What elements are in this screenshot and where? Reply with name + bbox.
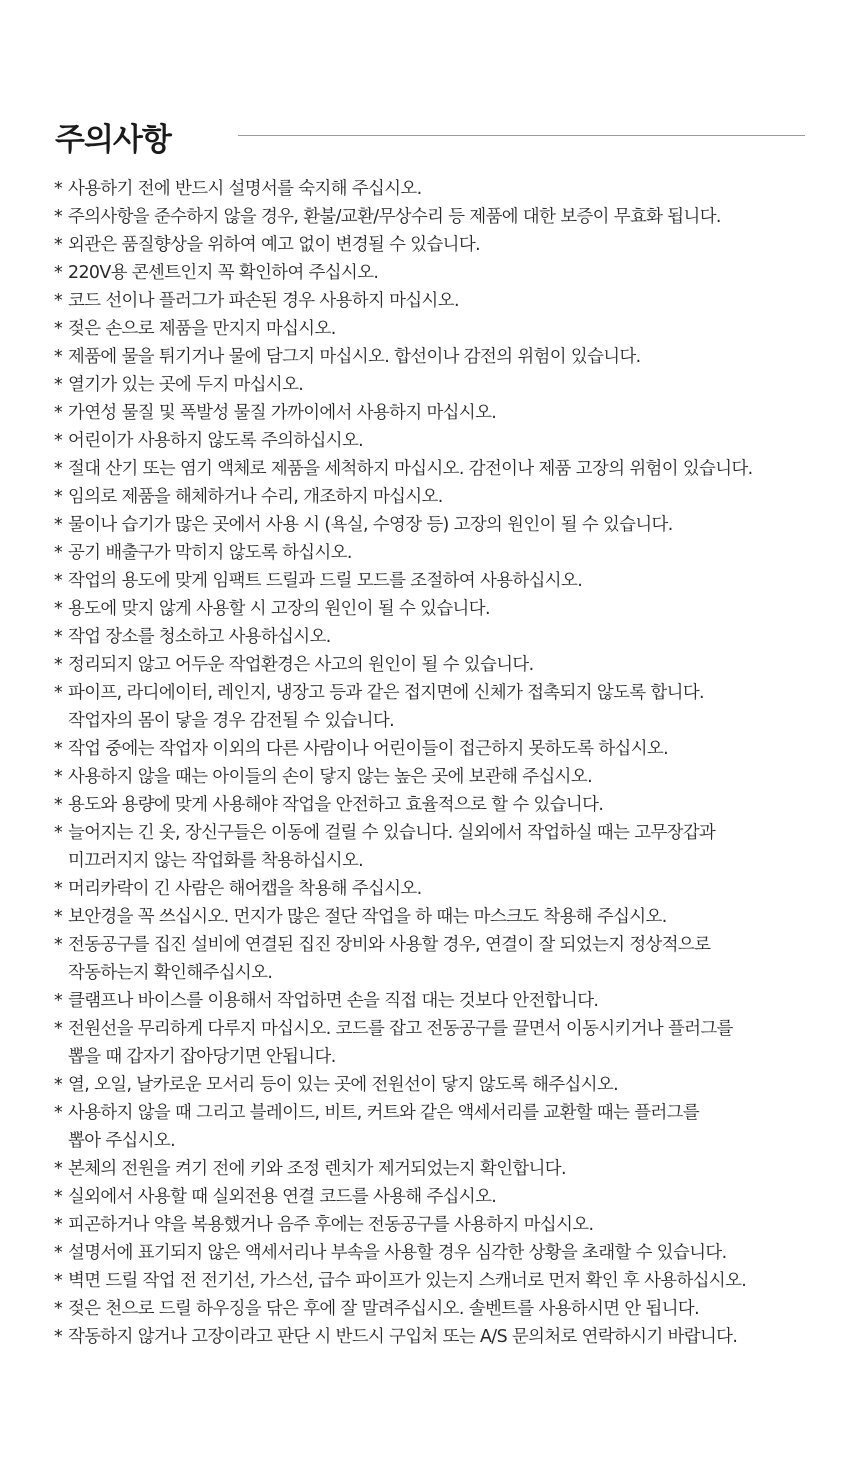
bullet-marker: * — [54, 1187, 63, 1207]
caution-text — [68, 1239, 727, 1267]
caution-text-line: 절대 산기 또는 염기 액체로 제품을 세척하지 마십시오. 감전이나 제품 고장의 위험이 있습니다. — [68, 459, 753, 479]
bullet-marker: * — [54, 459, 63, 479]
caution-text — [68, 1099, 699, 1155]
bullet-marker: * — [54, 263, 63, 283]
caution-text-line: 실외에서 사용할 때 실외전용 연결 코드를 사용해 주십시오. — [68, 1187, 497, 1207]
caution-text-line: 뽑아 주십시오. — [68, 1131, 176, 1151]
caution-item — [54, 539, 824, 567]
caution-text — [68, 483, 443, 511]
caution-text-line: 용도에 맞지 않게 사용할 시 고장의 원인이 될 수 있습니다. — [68, 599, 490, 619]
bullet-marker: * — [54, 1075, 63, 1095]
caution-text — [68, 315, 336, 343]
caution-text-line: 벽면 드릴 작업 전 전기선, 가스선, 급수 파이프가 있는지 스캐너로 먼저 확인 후 사용하십시오. — [68, 1271, 747, 1291]
caution-item — [54, 203, 824, 231]
caution-text — [68, 1015, 733, 1071]
caution-text-line: 220V용 콘센트인지 꼭 확인하여 주십시오. — [68, 263, 379, 283]
caution-item — [54, 819, 824, 875]
bullet-marker: * — [54, 543, 63, 563]
caution-text-line: 정리되지 않고 어두운 작업환경은 사고의 원인이 될 수 있습니다. — [68, 655, 534, 675]
caution-text — [68, 651, 534, 679]
section-title: 주의사항 — [55, 121, 171, 158]
caution-text-line: 사용하기 전에 반드시 설명서를 숙지해 주십시오. — [68, 179, 422, 199]
caution-text — [68, 735, 668, 763]
caution-text-line: 젖은 손으로 제품을 만지지 마십시오. — [68, 319, 336, 339]
title-divider — [238, 135, 805, 136]
bullet-marker: * — [54, 1243, 63, 1263]
caution-item — [54, 931, 824, 987]
caution-item — [54, 399, 824, 427]
bullet-marker: * — [54, 683, 63, 703]
bullet-marker: * — [54, 431, 63, 451]
caution-text — [68, 399, 496, 427]
bullet-marker: * — [54, 767, 63, 787]
caution-text — [68, 539, 352, 567]
caution-text — [68, 203, 721, 231]
caution-text-line: 임의로 제품을 해체하거나 수리, 개조하지 마십시오. — [68, 487, 443, 507]
caution-text-line: 전동공구를 집진 설비에 연결된 집진 장비와 사용할 경우, 연결이 잘 되었는지 정상적으로 — [68, 935, 711, 955]
caution-text-line: 작업의 용도에 맞게 임팩트 드릴과 드릴 모드를 조절하여 사용하십시오. — [68, 571, 583, 591]
caution-item — [54, 371, 824, 399]
bullet-marker: * — [54, 627, 63, 647]
caution-text — [68, 679, 704, 735]
caution-text — [68, 231, 480, 259]
caution-text-line: 늘어지는 긴 옷, 장신구들은 이동에 걸릴 수 있습니다. 실외에서 작업하실 때는 고무장갑과 — [68, 823, 716, 843]
caution-item — [54, 595, 824, 623]
caution-item — [54, 875, 824, 903]
caution-item — [54, 231, 824, 259]
caution-text-line: 작업자의 몸이 닿을 경우 감전될 수 있습니다. — [68, 711, 395, 731]
caution-text-line: 외관은 품질향상을 위하여 예고 없이 변경될 수 있습니다. — [68, 235, 481, 255]
caution-text-line: 가연성 물질 및 폭발성 물질 가까이에서 사용하지 마십시오. — [68, 403, 497, 423]
caution-text — [68, 875, 422, 903]
section-header — [55, 112, 805, 160]
caution-text — [68, 987, 598, 1015]
bullet-marker: * — [54, 823, 63, 843]
caution-item — [54, 427, 824, 455]
caution-item — [54, 791, 824, 819]
bullet-marker: * — [54, 319, 63, 339]
caution-text-line: 보안경을 꼭 쓰십시오. 먼지가 많은 절단 작업을 하 때는 마스크도 착용해 주십시오. — [68, 907, 667, 927]
caution-text-line: 열, 오일, 날카로운 모서리 등이 있는 곳에 전원선이 닿지 않도록 해주십시오. — [68, 1075, 619, 1095]
caution-text — [68, 259, 378, 287]
caution-text — [68, 287, 459, 315]
caution-text — [68, 1323, 737, 1351]
caution-item — [54, 567, 824, 595]
caution-item — [54, 455, 824, 483]
caution-text-line: 본체의 전원을 켜기 전에 키와 조정 렌치가 제거되었는지 확인합니다. — [68, 1159, 566, 1179]
caution-list — [54, 175, 824, 1351]
caution-item — [54, 623, 824, 651]
caution-text-line: 용도와 용량에 맞게 사용해야 작업을 안전하고 효율적으로 할 수 있습니다. — [68, 795, 604, 815]
caution-text-line: 어린이가 사용하지 않도록 주의하십시오. — [68, 431, 364, 451]
caution-text-line: 작동하는지 확인해주십시오. — [68, 963, 273, 983]
caution-text-line: 전원선을 무리하게 다루지 마십시오. 코드를 잡고 전동공구를 끌면서 이동시키거나 플러그를 — [68, 1019, 733, 1039]
bullet-marker: * — [54, 403, 63, 423]
caution-text — [68, 791, 603, 819]
caution-text-line: 뽑을 때 갑자기 잡아당기면 안됩니다. — [68, 1047, 336, 1067]
caution-item — [54, 175, 824, 203]
caution-item — [54, 1071, 824, 1099]
caution-item — [54, 1211, 824, 1239]
caution-item — [54, 1323, 824, 1351]
bullet-marker: * — [54, 207, 63, 227]
caution-text — [68, 1071, 618, 1099]
caution-text — [68, 371, 303, 399]
caution-text — [68, 455, 753, 483]
bullet-marker: * — [54, 487, 63, 507]
caution-text-line: 작업 중에는 작업자 이외의 다른 사람이나 어린이들이 접근하지 못하도록 하십시오. — [68, 739, 669, 759]
caution-item — [54, 651, 824, 679]
caution-text-line: 젖은 천으로 드릴 하우징을 닦은 후에 잘 말려주십시오. 솔벤트를 사용하시면 안 됩니다. — [68, 1299, 700, 1319]
bullet-marker: * — [54, 291, 63, 311]
bullet-marker: * — [54, 1019, 63, 1039]
caution-item — [54, 1239, 824, 1267]
caution-item — [54, 1183, 824, 1211]
caution-text — [68, 427, 363, 455]
caution-text — [68, 623, 331, 651]
caution-item — [54, 1295, 824, 1323]
caution-item — [54, 735, 824, 763]
caution-text — [68, 1267, 746, 1295]
caution-item — [54, 511, 824, 539]
caution-text — [68, 931, 710, 987]
bullet-marker: * — [54, 739, 63, 759]
caution-text-line: 미끄러지지 않는 작업화를 착용하십시오. — [68, 851, 364, 871]
bullet-marker: * — [54, 375, 63, 395]
caution-text — [68, 903, 667, 931]
caution-item — [54, 903, 824, 931]
bullet-marker: * — [54, 1159, 63, 1179]
bullet-marker: * — [54, 515, 63, 535]
caution-text — [68, 343, 641, 371]
bullet-marker: * — [54, 179, 63, 199]
caution-text-line: 주의사항을 준수하지 않을 경우, 환불/교환/무상수리 등 제품에 대한 보증이 무효화 됩니다. — [68, 207, 721, 227]
caution-text-line: 제품에 물을 튀기거나 물에 담그지 마십시오. 합선이나 감전의 위험이 있습니다. — [68, 347, 641, 367]
bullet-marker: * — [54, 235, 63, 255]
caution-item — [54, 315, 824, 343]
caution-item — [54, 259, 824, 287]
caution-item — [54, 679, 824, 735]
bullet-marker: * — [54, 879, 63, 899]
caution-text-line: 열기가 있는 곳에 두지 마십시오. — [68, 375, 304, 395]
bullet-marker: * — [54, 599, 63, 619]
bullet-marker: * — [54, 991, 63, 1011]
caution-text — [68, 1211, 593, 1239]
bullet-marker: * — [54, 571, 63, 591]
caution-item — [54, 763, 824, 791]
caution-item — [54, 483, 824, 511]
bullet-marker: * — [54, 907, 63, 927]
bullet-marker: * — [54, 795, 63, 815]
caution-text-line: 물이나 습기가 많은 곳에서 사용 시 (욕실, 수영장 등) 고장의 원인이 될 수 있습니다. — [68, 515, 673, 535]
caution-text — [68, 595, 490, 623]
bullet-marker: * — [54, 1215, 63, 1235]
caution-text-line: 사용하지 않을 때 그리고 블레이드, 비트, 커트와 같은 액세서리를 교환할 때는 플러그를 — [68, 1103, 700, 1123]
caution-text-line: 공기 배출구가 막히지 않도록 하십시오. — [68, 543, 352, 563]
caution-item — [54, 1155, 824, 1183]
caution-text — [68, 1295, 699, 1323]
caution-item — [54, 987, 824, 1015]
bullet-marker: * — [54, 1327, 63, 1347]
bullet-marker: * — [54, 935, 63, 955]
bullet-marker: * — [54, 655, 63, 675]
caution-text-line: 클램프나 바이스를 이용해서 작업하면 손을 직접 대는 것보다 안전합니다. — [68, 991, 599, 1011]
caution-item — [54, 1099, 824, 1155]
caution-item — [54, 343, 824, 371]
caution-text-line: 피곤하거나 약을 복용했거나 음주 후에는 전동공구를 사용하지 마십시오. — [68, 1215, 594, 1235]
caution-text — [68, 1183, 496, 1211]
caution-item — [54, 287, 824, 315]
bullet-marker: * — [54, 1271, 63, 1291]
bullet-marker: * — [54, 1299, 63, 1319]
caution-text-line: 파이프, 라디에이터, 레인지, 냉장고 등과 같은 접지면에 신체가 접촉되지 않도록 합니다. — [68, 683, 704, 703]
caution-text — [68, 1155, 566, 1183]
caution-text — [68, 567, 582, 595]
caution-text — [68, 175, 422, 203]
caution-text-line: 코드 선이나 플러그가 파손된 경우 사용하지 마십시오. — [68, 291, 459, 311]
caution-text-line: 머리카락이 긴 사람은 해어캡을 착용해 주십시오. — [68, 879, 422, 899]
caution-text — [68, 511, 673, 539]
caution-text-line: 작업 장소를 청소하고 사용하십시오. — [68, 627, 331, 647]
caution-text-line: 사용하지 않을 때는 아이들의 손이 닿지 않는 높은 곳에 보관해 주십시오. — [68, 767, 592, 787]
bullet-marker: * — [54, 347, 63, 367]
bullet-marker: * — [54, 1103, 63, 1123]
caution-text — [68, 763, 592, 791]
caution-text-line: 설명서에 표기되지 않은 액세서리나 부속을 사용할 경우 심각한 상황을 초래할 수 있습니다. — [68, 1243, 727, 1263]
caution-text-line: 작동하지 않거나 고장이라고 판단 시 반드시 구입처 또는 A/S 문의처로 연락하시기 바랍니다. — [68, 1327, 738, 1347]
caution-text — [68, 819, 715, 875]
caution-item — [54, 1015, 824, 1071]
caution-item — [54, 1267, 824, 1295]
